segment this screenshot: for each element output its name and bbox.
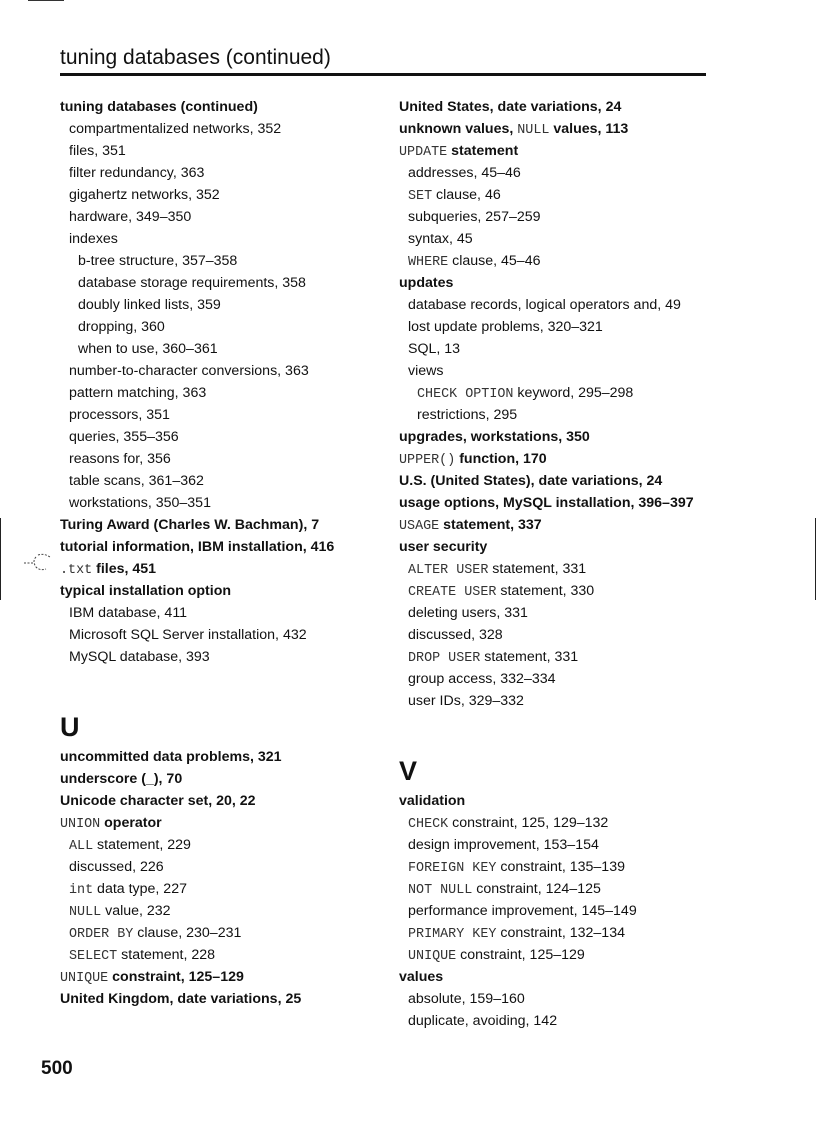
index-subentry (60, 360, 390, 382)
entry-text: constraint, 125–129 (108, 969, 244, 985)
index-subentry (60, 118, 390, 140)
entry-text: constraint, 135–139 (496, 859, 625, 875)
entry-text: discussed, 226 (69, 859, 164, 875)
index-subentry (399, 668, 729, 690)
entry-text: user IDs, 329–332 (408, 693, 524, 709)
code-term: .txt (60, 563, 93, 578)
entry-text: MySQL database, 393 (69, 649, 210, 665)
entry-text: queries, 355–356 (69, 429, 179, 445)
code-term: int (69, 883, 94, 898)
index-entry (399, 790, 729, 812)
entry-text: absolute, 159–160 (408, 991, 525, 1007)
index-subentry (399, 944, 729, 966)
entry-text: United States, date variations, 24 (399, 99, 622, 115)
index-subentry (60, 316, 390, 338)
entry-text: statement, 229 (93, 837, 191, 853)
entry-text: addresses, 45–46 (408, 165, 521, 181)
entry-text: updates (399, 275, 454, 291)
entry-text: files, 451 (92, 561, 157, 577)
entry-text: values, 113 (549, 121, 629, 137)
index-subentry (60, 426, 390, 448)
code-term: CREATE USER (408, 585, 497, 600)
entry-text: compartmentalized networks, 352 (69, 121, 282, 137)
entry-text: Microsoft SQL Server installation, 432 (69, 627, 307, 643)
entry-text: constraint, 125, 129–132 (448, 815, 609, 831)
running-head: tuning databases (continued) (60, 46, 331, 69)
index-subentry (399, 162, 729, 184)
entry-text: b-tree structure, 357–358 (78, 253, 238, 269)
entry-text: statement, 331 (488, 561, 587, 577)
entry-text: upgrades, workstations, 350 (399, 429, 590, 445)
code-term: UNIQUE (60, 971, 109, 986)
index-subentry (399, 922, 729, 944)
index-entry (399, 448, 729, 470)
index-entry (399, 536, 729, 558)
index-entry (60, 746, 390, 768)
index-entry (399, 272, 729, 294)
index-subentry (60, 922, 390, 944)
entry-text: deleting users, 331 (408, 605, 528, 621)
index-subentry (60, 834, 390, 856)
index-subentry (60, 250, 390, 272)
index-subentry (399, 624, 729, 646)
index-entry (60, 768, 390, 790)
index-subentry (60, 184, 390, 206)
header-rule (60, 73, 706, 76)
index-entry (399, 118, 729, 140)
index-subentry (60, 448, 390, 470)
index-subentry (60, 162, 390, 184)
entry-text: SQL, 13 (408, 341, 461, 357)
entry-text: United Kingdom, date variations, 25 (60, 991, 302, 1007)
index-entry (60, 966, 390, 988)
entry-text: U.S. (United States), date variations, 24 (399, 473, 663, 489)
index-subentry (399, 812, 729, 834)
entry-text: validation (399, 793, 466, 809)
index-subentry (399, 690, 729, 712)
index-entry (60, 536, 390, 558)
entry-text: clause, 230–231 (133, 925, 242, 941)
entry-text: indexes (69, 231, 118, 247)
code-term: UPPER() (399, 453, 456, 468)
entry-text: processors, 351 (69, 407, 170, 423)
index-subentry (60, 602, 390, 624)
entry-text: underscore (_), 70 (60, 771, 183, 787)
index-column-left (60, 96, 390, 1010)
index-subentry (399, 602, 729, 624)
code-term: NULL (517, 123, 550, 138)
index-subentry (60, 228, 390, 250)
index-subentry (60, 878, 390, 900)
entry-text: design improvement, 153–154 (408, 837, 599, 853)
entry-text: performance improvement, 145–149 (408, 903, 637, 919)
code-term: UPDATE (399, 145, 448, 160)
entry-text: uncommitted data problems, 321 (60, 749, 282, 765)
entry-text: function, 170 (455, 451, 547, 467)
entry-text: reasons for, 356 (69, 451, 171, 467)
entry-text: value, 232 (101, 903, 171, 919)
index-subentry (399, 646, 729, 668)
corner-crop-mark (28, 0, 64, 1)
index-subentry (60, 624, 390, 646)
entry-text: tutorial information, IBM installation, 416 (60, 539, 335, 555)
index-entry (60, 580, 390, 602)
index-subentry (60, 404, 390, 426)
code-term: ALL (69, 839, 94, 854)
index-subentry (399, 250, 729, 272)
entry-text: keyword, 295–298 (513, 385, 634, 401)
index-subentry (399, 404, 729, 426)
code-term: CHECK (408, 817, 449, 832)
entry-text: tuning databases (continued) (60, 99, 258, 115)
scribble-mark-icon (22, 551, 62, 575)
entry-text: constraint, 132–134 (496, 925, 625, 941)
code-term: CHECK OPTION (417, 387, 514, 402)
entry-text: filter redundancy, 363 (69, 165, 205, 181)
code-term: PRIMARY KEY (408, 927, 497, 942)
page-number: 500 (41, 1058, 73, 1079)
entry-text: duplicate, avoiding, 142 (408, 1013, 558, 1029)
index-subentry (399, 878, 729, 900)
code-term: WHERE (408, 255, 449, 270)
index-entry (60, 96, 390, 118)
entry-text: dropping, 360 (78, 319, 165, 335)
entry-text: database storage requirements, 358 (78, 275, 306, 291)
index-entry (60, 812, 390, 834)
entry-text: lost update problems, 320–321 (408, 319, 603, 335)
code-term: ORDER BY (69, 927, 134, 942)
index-subentry (399, 834, 729, 856)
index-subentry (399, 338, 729, 360)
entry-text: user security (399, 539, 488, 555)
index-subentry (399, 558, 729, 580)
index-subentry (399, 316, 729, 338)
index-entry (60, 790, 390, 812)
index-subentry (60, 140, 390, 162)
index-subentry (60, 856, 390, 878)
index-subentry (399, 900, 729, 922)
entry-text: syntax, 45 (408, 231, 473, 247)
index-subentry (60, 206, 390, 228)
entry-text: clause, 46 (432, 187, 501, 203)
index-entry (60, 988, 390, 1010)
index-subentry (60, 272, 390, 294)
index-column-right (399, 96, 729, 1032)
code-term: FOREIGN KEY (408, 861, 497, 876)
index-subentry (60, 294, 390, 316)
entry-text: values (399, 969, 444, 985)
index-subentry (399, 360, 729, 382)
index-entry (399, 492, 729, 514)
code-term: UNIQUE (408, 949, 457, 964)
entry-text: operator (100, 815, 162, 831)
entry-text: restrictions, 295 (417, 407, 518, 423)
entry-text: gigahertz networks, 352 (69, 187, 220, 203)
index-subentry (399, 988, 729, 1010)
entry-text: subqueries, 257–259 (408, 209, 541, 225)
index-entry (399, 514, 729, 536)
entry-text: files, 351 (69, 143, 126, 159)
code-term: SELECT (69, 949, 118, 964)
entry-text: IBM database, 411 (69, 605, 188, 621)
code-term: USAGE (399, 519, 440, 534)
entry-text: discussed, 328 (408, 627, 503, 643)
section-spacer (60, 668, 390, 690)
code-term: NOT NULL (408, 883, 473, 898)
code-term: SET (408, 189, 433, 204)
code-term: NULL (69, 905, 102, 920)
index-subentry (60, 900, 390, 922)
entry-text: statement (447, 143, 519, 159)
entry-text: data type, 227 (93, 881, 187, 897)
entry-text: typical installation option (60, 583, 232, 599)
index-subentry (399, 228, 729, 250)
index-subentry (399, 294, 729, 316)
section-letter-heading: U (60, 712, 80, 742)
section-letter-heading: V (399, 756, 418, 786)
entry-text: hardware, 349–350 (69, 209, 192, 225)
index-subentry (399, 1010, 729, 1032)
entry-text: statement, 330 (496, 583, 595, 599)
entry-text: group access, 332–334 (408, 671, 556, 687)
entry-text: doubly linked lists, 359 (78, 297, 221, 313)
index-entry (60, 514, 390, 536)
index-entry (399, 140, 729, 162)
code-term: ALTER USER (408, 563, 489, 578)
index-entry (399, 426, 729, 448)
entry-text: statement, 228 (117, 947, 216, 963)
index-entry (399, 96, 729, 118)
section-spacer (399, 712, 729, 734)
entry-text: views (408, 363, 444, 379)
entry-text: pattern matching, 363 (69, 385, 207, 401)
index-subentry (399, 184, 729, 206)
entry-text: database records, logical operators and, 49 (408, 297, 681, 313)
index-subentry (60, 470, 390, 492)
index-subentry (60, 382, 390, 404)
index-subentry (399, 580, 729, 602)
index-subentry (399, 206, 729, 228)
left-edge-mark (0, 518, 1, 600)
entry-text: table scans, 361–362 (69, 473, 204, 489)
code-term: DROP USER (408, 651, 481, 666)
index-entry (399, 966, 729, 988)
entry-text: statement, 337 (439, 517, 542, 533)
code-term: UNION (60, 817, 101, 832)
index-subentry (60, 944, 390, 966)
index-subentry (60, 646, 390, 668)
entry-text: unknown values, (399, 121, 518, 137)
entry-text: constraint, 124–125 (472, 881, 601, 897)
index-entry (399, 470, 729, 492)
index-entry (60, 558, 390, 580)
entry-text: number-to-character conversions, 363 (69, 363, 309, 379)
index-subentry (399, 856, 729, 878)
entry-text: usage options, MySQL installation, 396–397 (399, 495, 694, 511)
entry-text: Unicode character set, 20, 22 (60, 793, 256, 809)
entry-text: when to use, 360–361 (78, 341, 218, 357)
index-subentry (60, 492, 390, 514)
entry-text: Turing Award (Charles W. Bachman), 7 (60, 517, 320, 533)
entry-text: statement, 331 (480, 649, 579, 665)
index-subentry (60, 338, 390, 360)
entry-text: constraint, 125–129 (456, 947, 585, 963)
entry-text: clause, 45–46 (448, 253, 541, 269)
index-subentry (399, 382, 729, 404)
entry-text: workstations, 350–351 (69, 495, 211, 511)
